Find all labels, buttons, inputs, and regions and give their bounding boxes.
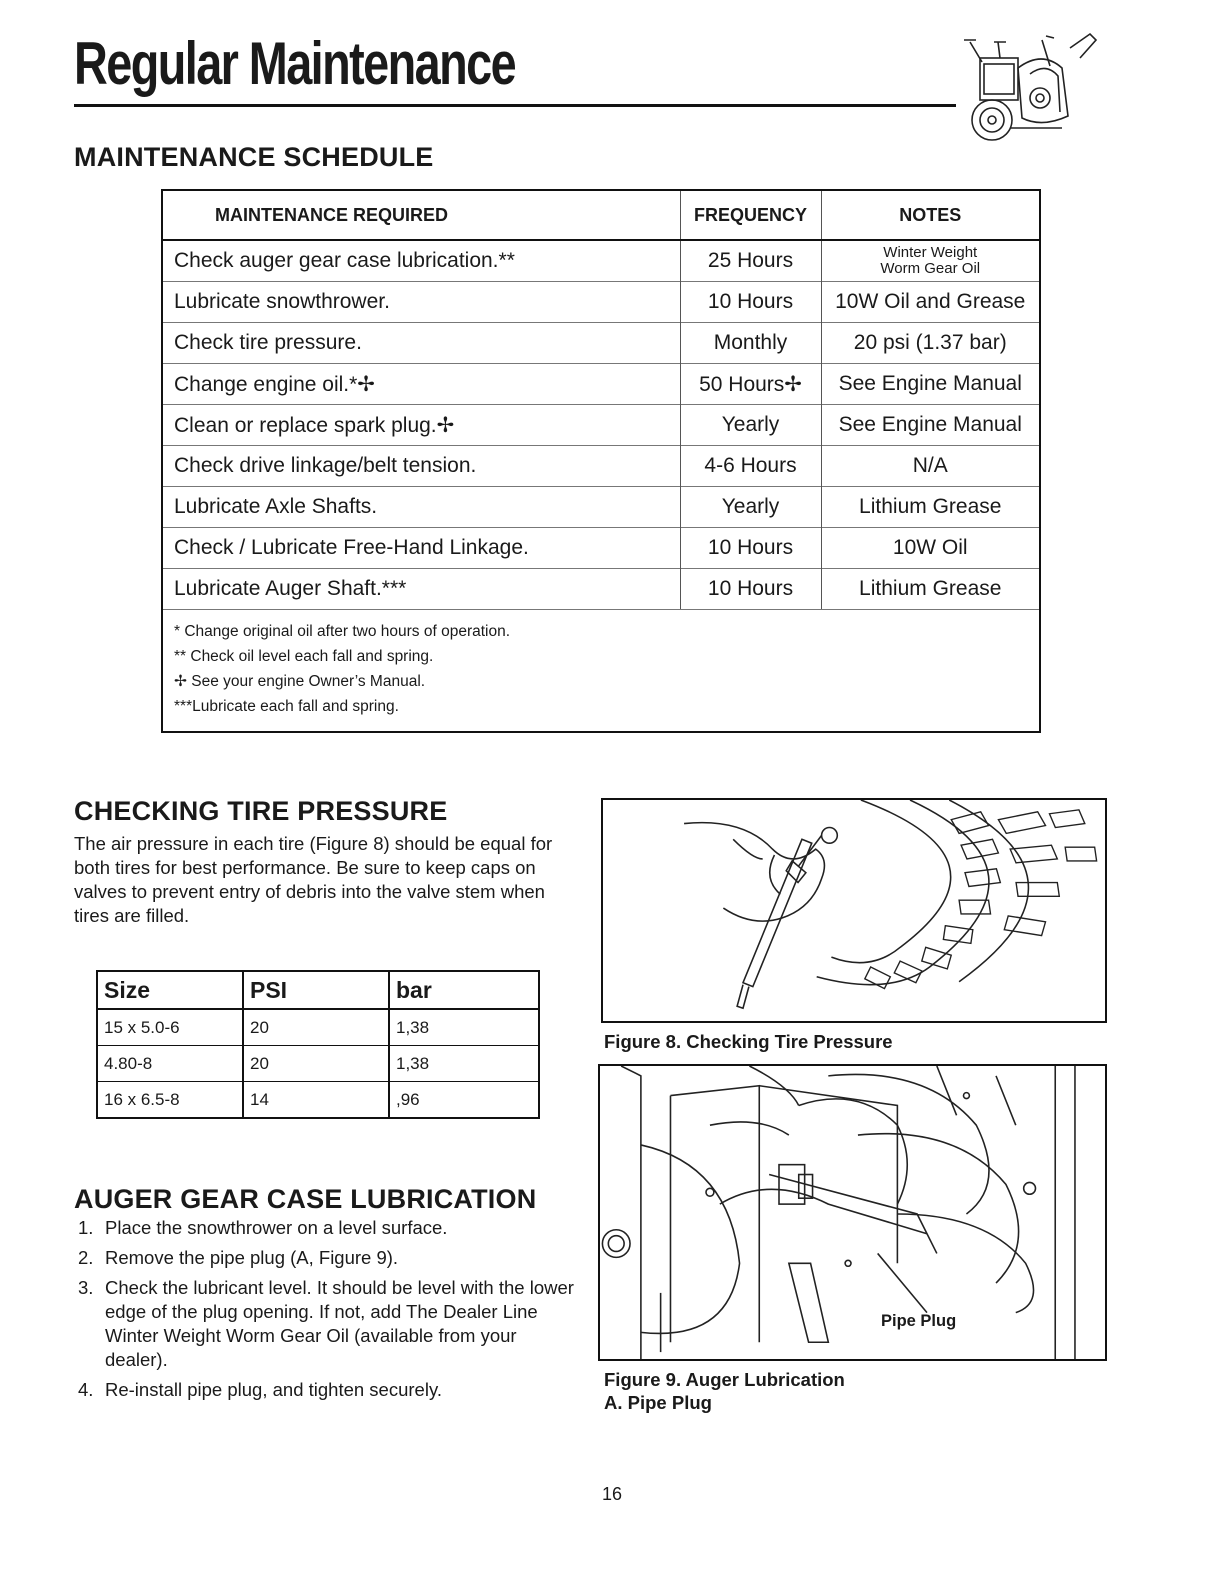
notes-cell: Lithium Grease — [821, 569, 1039, 610]
frequency-cell: 10 Hours — [680, 528, 821, 569]
figure-9-illustration — [598, 1064, 1107, 1361]
psi-cell: 14 — [243, 1082, 389, 1119]
maintenance-schedule-table — [161, 189, 1041, 733]
notes-cell: See Engine Manual — [821, 405, 1039, 446]
list-item — [74, 1246, 574, 1270]
footnote: ✢ See your engine Owner’s Manual. — [174, 673, 426, 690]
pipe-plug-label: Pipe Plug — [881, 1312, 957, 1330]
page-title: Regular Maintenance — [74, 30, 516, 97]
task-cell: Check drive linkage/belt tension. — [163, 446, 680, 487]
table-row — [163, 569, 1039, 610]
frequency-cell: 10 Hours — [680, 569, 821, 610]
schedule-header-row — [163, 191, 1039, 240]
list-item — [74, 1378, 574, 1402]
table-row — [163, 528, 1039, 569]
maintenance-schedule-heading: MAINTENANCE SCHEDULE — [74, 142, 434, 172]
notes-cell: Lithium Grease — [821, 487, 1039, 528]
task-cell: Lubricate snowthrower. — [163, 282, 680, 323]
notes-cell: See Engine Manual — [821, 364, 1039, 405]
figure-8-caption: Figure 8. Checking Tire Pressure — [604, 1031, 893, 1052]
notes-cell: N/A — [821, 446, 1039, 487]
bar-cell: 1,38 — [389, 1009, 539, 1046]
task-cell: Clean or replace spark plug.✢ — [163, 405, 680, 446]
auger-lubrication-heading: AUGER GEAR CASE LUBRICATION — [74, 1184, 537, 1214]
frequency-cell: 4-6 Hours — [680, 446, 821, 487]
size-cell: 15 x 5.0-6 — [97, 1009, 243, 1046]
task-cell: Check auger gear case lubrication.** — [163, 240, 680, 282]
frequency-cell: 50 Hours✢ — [680, 364, 821, 405]
frequency-cell: Yearly — [680, 405, 821, 446]
page-number: 16 — [601, 1484, 623, 1504]
frequency-cell: 10 Hours — [680, 282, 821, 323]
step-number: 2. — [78, 1247, 94, 1268]
figure-8-illustration — [601, 798, 1107, 1023]
auger-housing-icon — [600, 1066, 1105, 1359]
table-row — [97, 1082, 539, 1119]
figure-9-caption — [604, 1368, 845, 1414]
table-row — [163, 364, 1039, 405]
tire-pressure-paragraph: The air pressure in each tire (Figure 8) should be equal for both tires for best performance. Be sure to keep caps on valves to prevent entry of debris into the valve stem when tires are filled. — [74, 833, 553, 926]
notes-cell: 20 psi (1.37 bar) — [821, 323, 1039, 364]
frequency-cell: 25 Hours — [680, 240, 821, 282]
bar-cell: ,96 — [389, 1082, 539, 1119]
col-bar: bar — [389, 971, 539, 1009]
table-row — [163, 282, 1039, 323]
step-text: Check the lubricant level. It should be level with the lower edge of the plug opening. If not, add The Dealer Line Winter Weight Worm Gear Oil (available from your dealer). — [105, 1277, 574, 1370]
tire-pressure-heading: CHECKING TIRE PRESSURE — [74, 796, 448, 826]
snowthrower-icon — [950, 28, 1100, 146]
size-cell: 16 x 6.5-8 — [97, 1082, 243, 1119]
size-cell: 4.80-8 — [97, 1046, 243, 1082]
psi-cell: 20 — [243, 1046, 389, 1082]
footnote: * Change original oil after two hours of operation. — [174, 623, 511, 640]
frequency-cell: Monthly — [680, 323, 821, 364]
notes-cell — [821, 240, 1039, 282]
step-number: 1. — [78, 1217, 94, 1238]
table-row — [163, 323, 1039, 364]
list-item — [74, 1216, 574, 1240]
tire-header-row — [97, 971, 539, 1009]
notes-cell: 10W Oil — [821, 528, 1039, 569]
task-cell: Check / Lubricate Free-Hand Linkage. — [163, 528, 680, 569]
col-size: Size — [97, 971, 243, 1009]
step-number: 4. — [78, 1379, 94, 1400]
step-number: 3. — [78, 1277, 94, 1298]
psi-cell: 20 — [243, 1009, 389, 1046]
col-frequency: FREQUENCY — [680, 191, 821, 240]
auger-steps-list — [74, 1216, 574, 1408]
col-psi: PSI — [243, 971, 389, 1009]
notes-line-1: Winter Weight — [883, 244, 978, 262]
table-row — [163, 446, 1039, 487]
schedule-footnotes — [174, 619, 510, 719]
footnote: ***Lubricate each fall and spring. — [174, 698, 399, 715]
tire-pressure-table — [96, 970, 540, 1119]
figure-9-subcaption: A. Pipe Plug — [604, 1392, 712, 1413]
col-notes: NOTES — [821, 191, 1039, 240]
table-row — [97, 1009, 539, 1046]
table-row — [163, 405, 1039, 446]
list-item — [74, 1276, 574, 1372]
step-text: Place the snowthrower on a level surface. — [105, 1217, 448, 1238]
task-cell: Lubricate Axle Shafts. — [163, 487, 680, 528]
table-row — [97, 1046, 539, 1082]
task-cell: Lubricate Auger Shaft.*** — [163, 569, 680, 610]
frequency-cell: Yearly — [680, 487, 821, 528]
step-text: Re-install pipe plug, and tighten securely. — [105, 1379, 442, 1400]
table-row — [163, 487, 1039, 528]
footnote: ** Check oil level each fall and spring. — [174, 648, 434, 665]
notes-line-2: Worm Gear Oil — [880, 260, 981, 277]
notes-cell: 10W Oil and Grease — [821, 282, 1039, 323]
title-rule — [74, 104, 956, 107]
step-text: Remove the pipe plug (A, Figure 9). — [105, 1247, 399, 1268]
table-row — [163, 240, 1039, 282]
col-maintenance-required: MAINTENANCE REQUIRED — [163, 191, 680, 240]
figure-9-title: Figure 9. Auger Lubrication — [604, 1369, 845, 1390]
tire-gauge-icon — [603, 800, 1105, 1021]
bar-cell: 1,38 — [389, 1046, 539, 1082]
task-cell: Change engine oil.*✢ — [163, 364, 680, 405]
task-cell: Check tire pressure. — [163, 323, 680, 364]
